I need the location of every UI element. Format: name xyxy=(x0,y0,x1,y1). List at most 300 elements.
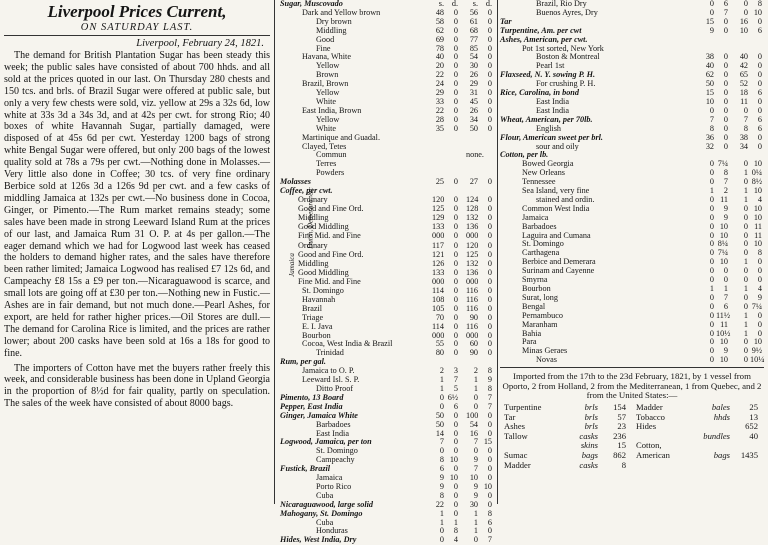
price-value: 1 xyxy=(453,517,458,527)
import-item: American xyxy=(636,449,670,460)
report-paragraph-1: The demand for British Plantation Sugar has been steady this week; the public sales have consisted of about 700 hhds. and all sold at the prices quoted in our last. On Thursday 280 chests and 150 tcs. and brls. of Brazil Sugar were offered at public sale, but only a very few chests were sold, viz. yellow at 29s a 32s 6d, low white at 33s 3d a 34s 3d, and at 42s per cwt. for strong Rio; 40 boxes of white Havannah Sugar, partially damaged, were disposed of at 45s 6d per cwt. Yesterday 1200 bags of strong white Bengal Sugar were offered, but only 200 bags of the lowest quality sold at 78s a 79s per cwt.—Nothing done in Molasses.—Very little also done in Coffee; 30 tcs. of very fine ordinary Berbice sold at 126s 3d a 126s 9d per cwt. and a few casks of middling Jamaica at 132s per cwt.—No business done in Cocoa, Ginger, or Pimento.—The Rum market remains steady; some sales have been made in strong Leeward Island Rum at the prices of our last, and Jamaica Rum 31 O. P. at 4s per gallon.—The eager demand which we had for Logwood last week has ceased the holders to demand higher rates, and the sales have therefore been rather limited; Jamaica Logwood has realised £7 12s 6d, and Campeachy £8 15s a £9 per ton.—Nicaraguawood is scarce, and small lots are going off at £30 per ton.—Nothing new in Fustic.—Ashes are in fair demand, but not much done.—Pearl Ashes, for export, are held for rather higher prices.—Oil Stores are dull.—The demand for Carolina Rice is limited, and the prices are rather lower; about 200 casks have been sold at 16s a 18s for good to fine. xyxy=(4,50,270,359)
price-value: 10 xyxy=(753,239,762,249)
commodity-label: Ditto Proof xyxy=(316,383,354,393)
price-value: 8 xyxy=(757,248,762,258)
price-value: 0 xyxy=(473,446,478,456)
commodity-label: English xyxy=(536,123,562,133)
price-value: 116 xyxy=(466,286,478,295)
price-row xyxy=(280,9,494,18)
price-value: 0 xyxy=(757,70,762,80)
price-value: 11 xyxy=(754,230,762,240)
price-value: 0 xyxy=(453,312,458,322)
price-value: 1 xyxy=(439,383,444,393)
commodity-label: Flour, American sweet per brl. xyxy=(500,132,603,142)
price-value: 0 xyxy=(453,286,458,295)
price-value: 29 xyxy=(435,88,444,98)
commodity-label: Pepper, East India xyxy=(280,401,343,411)
price-value: 30 xyxy=(469,61,478,71)
price-value: 0 xyxy=(453,123,458,133)
price-value: 000 xyxy=(466,277,479,287)
commodity-label: Barbadoes xyxy=(522,221,557,231)
import-item: Cotton, xyxy=(636,440,662,451)
price-value: 14 xyxy=(435,428,444,438)
price-row xyxy=(280,519,494,528)
price-value: 10 xyxy=(719,221,728,231)
price-value: 132 xyxy=(466,259,479,269)
commodity-label: Rum, per gal. xyxy=(280,357,326,367)
price-value: 1 xyxy=(743,284,748,293)
price-value: 62 xyxy=(705,70,714,80)
commodity-label: Brazil, Rio Dry xyxy=(536,0,587,8)
price-value: 2 xyxy=(723,186,728,196)
report-column xyxy=(4,0,270,504)
import-unit: hhds xyxy=(713,411,730,422)
price-value: 61 xyxy=(469,16,478,26)
import-unit: brls xyxy=(584,401,598,412)
price-value: 35 xyxy=(435,123,444,133)
price-value: 0 xyxy=(487,25,492,35)
price-value: 0 xyxy=(487,259,492,269)
price-value: 0 xyxy=(709,301,714,311)
price-value: 4 xyxy=(453,535,458,545)
divider xyxy=(4,35,270,36)
price-value: 90 xyxy=(469,348,478,358)
commodity-label: Bengal xyxy=(522,301,546,311)
commodity-label: Martinique and Guadal. xyxy=(302,132,380,142)
price-value: 0 xyxy=(487,96,492,106)
commodity-label: Ginger, Jamaica White xyxy=(280,410,358,420)
price-value: 0 xyxy=(439,401,444,411)
commodity-label: Pernambuco xyxy=(522,310,563,320)
price-value: 0 xyxy=(743,239,748,249)
price-row xyxy=(280,80,494,89)
price-value: 7 xyxy=(473,464,478,474)
price-value xyxy=(432,160,446,169)
import-unit: bags xyxy=(581,449,598,460)
import-qty: 236 xyxy=(613,430,626,441)
price-value: 0 xyxy=(487,490,492,500)
price-value: 0 xyxy=(743,346,748,356)
price-row xyxy=(280,510,494,519)
commodity-label: Honduras xyxy=(316,526,348,536)
import-qty xyxy=(730,461,764,471)
price-value: 0 xyxy=(487,61,492,71)
price-value: 36 xyxy=(705,132,714,142)
commodity-label: Carthagena xyxy=(522,248,560,258)
price-row xyxy=(280,536,494,545)
commodity-label: Ordinary xyxy=(298,194,328,204)
price-value: 20 xyxy=(435,61,444,71)
price-value: 0 xyxy=(709,248,714,258)
import-item: Ashes xyxy=(504,421,526,432)
price-value: 000 xyxy=(466,230,479,240)
price-value: 6 xyxy=(757,123,762,133)
import-qty: 23 xyxy=(617,421,626,432)
price-row xyxy=(280,438,494,447)
commodity-label: Yellow xyxy=(316,114,340,124)
commodity-label: stained and ordin. xyxy=(536,194,595,204)
import-unit: brls xyxy=(584,421,598,432)
commodity-label: Ashes, American, per cwt. xyxy=(500,34,588,44)
price-value: 0 xyxy=(487,428,492,438)
import-qty: 25 xyxy=(749,401,758,412)
price-value: 68 xyxy=(469,25,478,35)
price-value xyxy=(466,134,480,143)
price-value: 0 xyxy=(757,79,762,89)
price-value: 50 xyxy=(705,79,714,89)
price-value: 10 xyxy=(719,257,728,267)
commodity-label: Campeachy xyxy=(316,455,355,465)
price-value: s. xyxy=(438,0,444,8)
price-value: 0 xyxy=(439,535,444,545)
price-value: 0 xyxy=(453,52,458,62)
price-value: 15 xyxy=(483,437,492,447)
commodity-label: St. Domingo xyxy=(302,286,344,295)
price-value: 0 xyxy=(743,355,748,365)
price-value: 0 xyxy=(723,141,728,151)
price-value: 22 xyxy=(435,499,444,509)
import-row xyxy=(500,432,764,442)
commodity-label: White xyxy=(316,123,337,133)
import-qty: 652 xyxy=(745,421,758,432)
price-value: 0 xyxy=(487,419,492,429)
price-row xyxy=(280,474,494,483)
price-value: 10 xyxy=(719,230,728,240)
import-row xyxy=(500,413,764,423)
price-value xyxy=(446,134,460,143)
price-value: 42 xyxy=(739,61,748,71)
price-value: 0 xyxy=(743,266,748,276)
price-value: 0 xyxy=(757,105,762,115)
price-value: 11 xyxy=(720,194,728,204)
commodity-label: Common West India xyxy=(522,203,590,213)
price-value: 1 xyxy=(439,375,444,385)
price-value: 1 xyxy=(473,517,478,527)
price-value: 0 xyxy=(453,250,458,260)
price-value xyxy=(446,151,460,160)
price-value: 0 xyxy=(453,321,458,331)
price-value: 10 xyxy=(739,25,748,35)
price-value: 7 xyxy=(709,114,714,124)
price-value: 0 xyxy=(487,114,492,124)
import-unit: brls xyxy=(584,411,598,422)
import-unit xyxy=(700,461,730,471)
price-value: 24 xyxy=(435,79,444,89)
price-row xyxy=(280,160,494,169)
commodity-label: Buenos Ayres, Dry xyxy=(536,7,598,17)
price-value: 50 xyxy=(469,123,478,133)
price-value: 132 xyxy=(466,212,479,222)
price-value: 32 xyxy=(705,141,714,151)
commodity-label: Fine xyxy=(316,43,331,53)
price-value: 0 xyxy=(487,34,492,44)
price-row xyxy=(280,376,494,385)
price-row xyxy=(280,36,494,45)
price-value: 0 xyxy=(453,294,458,304)
price-row xyxy=(280,483,494,492)
price-value: 114 xyxy=(432,321,444,331)
price-value: 136 xyxy=(466,221,479,231)
price-value: 0 xyxy=(453,437,458,447)
price-value: 0 xyxy=(487,79,492,89)
group-side-label: Jamaica xyxy=(287,252,296,277)
commodity-label: Brazil, Brown xyxy=(302,79,349,89)
price-value: 0 xyxy=(757,52,762,62)
price-value: 5 xyxy=(453,383,458,393)
price-value: 0 xyxy=(487,268,492,278)
commodity-label: Good Middling xyxy=(298,268,349,278)
price-row xyxy=(280,107,494,116)
commodity-label: Good Middling xyxy=(298,221,349,231)
price-value: 1 xyxy=(743,328,748,338)
import-unit: bags xyxy=(713,449,730,460)
price-value: 40 xyxy=(435,52,444,62)
price-value: 58 xyxy=(435,16,444,26)
commodity-label: Middling xyxy=(298,259,329,269)
price-value: 116 xyxy=(466,294,478,304)
price-value: 0 xyxy=(709,221,714,231)
commodity-label: Mahogany, St. Domingo xyxy=(280,508,363,518)
price-value: 0 xyxy=(709,337,714,347)
price-value: 10 xyxy=(753,203,762,213)
commodity-label: Cuba xyxy=(316,517,334,527)
price-value: 0 xyxy=(743,212,748,222)
commodity-label: Powders xyxy=(316,168,345,178)
price-value: 0 xyxy=(453,259,458,269)
price-value xyxy=(432,143,446,152)
price-value: 0 xyxy=(709,159,714,169)
price-value: 0 xyxy=(487,455,492,465)
price-value: 120 xyxy=(432,194,445,204)
price-value: 7 xyxy=(487,392,492,402)
masthead-title: Liverpool Prices Current, xyxy=(47,2,227,21)
price-row xyxy=(500,356,764,365)
commodity-label: East India, Brown xyxy=(302,105,362,115)
commodity-label: Middling xyxy=(316,25,347,35)
price-value: 10 xyxy=(449,455,458,465)
price-value: 0 xyxy=(453,43,458,53)
commodity-label: Nicaraguawood, large solid xyxy=(280,499,374,509)
masthead-subtitle: ON SATURDAY LAST. xyxy=(80,22,194,33)
price-value: 1 xyxy=(743,257,748,267)
commodity-label: Logwood, Jamaica, per ton xyxy=(280,437,372,447)
price-value: 108 xyxy=(432,294,445,304)
price-value: 11 xyxy=(754,221,762,231)
price-value: 0 xyxy=(453,303,458,313)
price-value: 1 xyxy=(743,186,748,196)
price-value: 0 xyxy=(473,392,478,402)
price-value: 2 xyxy=(439,366,444,376)
price-value: 9 xyxy=(709,25,714,35)
price-value: 0 xyxy=(709,292,714,302)
price-value xyxy=(480,151,494,160)
import-qty: 15 xyxy=(617,440,626,451)
price-value: 9 xyxy=(473,481,478,491)
price-value: 1 xyxy=(439,517,444,527)
commodity-label: Cocoa, West India & Brazil xyxy=(302,339,393,349)
price-value: 1 xyxy=(709,284,714,293)
commodity-label: Middling xyxy=(298,212,329,222)
commodity-label: Yellow xyxy=(316,61,340,71)
commodity-label: Bowed Georgia xyxy=(522,159,574,169)
import-item: Madder xyxy=(636,401,663,412)
price-row xyxy=(280,62,494,71)
price-value: 30 xyxy=(469,499,478,509)
price-value: 9 xyxy=(473,455,478,465)
commodity-label: Para xyxy=(522,337,537,347)
import-qty: 862 xyxy=(613,449,626,460)
price-value: 0 xyxy=(453,203,458,213)
price-value: 0 xyxy=(453,490,458,500)
price-value: 27 xyxy=(469,177,478,187)
price-value: 0 xyxy=(473,535,478,545)
price-value: 50 xyxy=(435,419,444,429)
price-value: 0 xyxy=(709,239,714,249)
price-value: 0 xyxy=(487,123,492,133)
price-value: 6 xyxy=(723,0,728,8)
price-value: 0 xyxy=(487,348,492,358)
price-value: 105 xyxy=(432,303,445,313)
price-value: 0 xyxy=(487,250,492,260)
price-value: 26 xyxy=(469,105,478,115)
price-value: 0 xyxy=(487,339,492,349)
price-value: 0 xyxy=(743,159,748,169)
commodity-label: Havannah xyxy=(302,294,336,304)
price-value: 10 xyxy=(449,473,458,483)
price-value: 0 xyxy=(709,212,714,222)
price-value: 0 xyxy=(723,105,728,115)
price-value: 7 xyxy=(743,114,748,124)
price-value: 7 xyxy=(723,177,728,187)
price-value: 0 xyxy=(487,473,492,483)
price-value: 62 xyxy=(435,25,444,35)
price-row xyxy=(280,340,494,349)
import-unit: bundles xyxy=(703,430,730,441)
price-value xyxy=(702,36,716,45)
commodity-label: Commun xyxy=(316,150,347,160)
price-value: 54 xyxy=(469,419,478,429)
price-value: 0 xyxy=(487,70,492,80)
commodity-label: Dry brown xyxy=(316,16,352,26)
commodity-label: Turpentine, Am. per cwt xyxy=(500,25,582,35)
commodity-label: Good and Fine Ord. xyxy=(298,250,364,260)
price-value: 0 xyxy=(723,266,728,276)
import-item: Tobacco xyxy=(636,411,665,422)
price-value: 4 xyxy=(757,284,762,293)
price-value: 0 xyxy=(709,310,714,320)
price-value: 0 xyxy=(743,292,748,302)
price-value: 0 xyxy=(487,312,492,322)
commodity-label: Trinidad xyxy=(316,348,344,358)
price-value: 000 xyxy=(466,330,479,340)
commodity-label: Minas Geraes xyxy=(522,346,568,356)
price-value: 0 xyxy=(743,7,748,17)
price-value: 0 xyxy=(723,96,728,106)
price-row xyxy=(280,116,494,125)
price-value: 11½ xyxy=(716,310,731,320)
price-value: 0 xyxy=(743,105,748,115)
price-value: 0 xyxy=(453,277,458,287)
commodity-label: Surat, long xyxy=(522,292,558,302)
price-value: 0 xyxy=(453,464,458,474)
price-value: 1 xyxy=(473,383,478,393)
price-value: 121 xyxy=(432,250,445,260)
price-value: 9½ xyxy=(751,346,762,356)
commodity-label: Fine Mid. and Fine xyxy=(298,277,361,287)
price-value: 1 xyxy=(473,375,478,385)
price-value: 0 xyxy=(453,221,458,231)
price-value: 0 xyxy=(709,275,714,285)
price-value: 0 xyxy=(757,328,762,338)
price-row xyxy=(280,143,494,152)
price-value: 133 xyxy=(432,268,445,278)
price-value: 000 xyxy=(432,230,445,240)
commodity-label: East India xyxy=(536,105,569,115)
commodity-label: Fustick, Brazil xyxy=(280,464,331,474)
price-value: 31 xyxy=(469,88,478,98)
commodity-label: sour and oily xyxy=(536,141,579,151)
commodity-label: Pearl 1st xyxy=(536,61,565,71)
price-value: 10¼ xyxy=(750,355,765,365)
commodity-label: Wheat, American, per 70lb. xyxy=(500,114,593,124)
price-value: 0 xyxy=(709,257,714,267)
price-value: 10 xyxy=(483,481,492,491)
price-value: 000 xyxy=(432,277,445,287)
price-value xyxy=(446,143,460,152)
price-value: 56 xyxy=(469,7,478,17)
price-value: 0 xyxy=(757,132,762,142)
price-value: 8 xyxy=(487,508,492,518)
commodity-label: Jamaica xyxy=(522,212,549,222)
price-value: 7 xyxy=(723,7,728,17)
price-value: 10 xyxy=(469,473,478,483)
price-value: 8 xyxy=(453,526,458,536)
commodity-label: Tennessee xyxy=(522,177,556,187)
price-value: 15 xyxy=(705,88,714,98)
dateline: Liverpool, February 24, 1821. xyxy=(136,38,264,49)
import-item: Turpentine xyxy=(504,401,542,412)
price-row xyxy=(294,232,494,241)
price-value: 000 xyxy=(432,330,445,340)
price-value: 0 xyxy=(487,194,492,204)
price-value: 0 xyxy=(453,114,458,124)
price-value: 0 xyxy=(453,268,458,278)
price-value: 7 xyxy=(487,535,492,545)
price-value: 126 xyxy=(432,259,445,269)
imports-title: Imported from the 17th to the 23d February, 1821, by 1 vessel from Oporto, 2 from Holland, 2 from the Mediterranean, 1 from Quebec, and 2 from the United States:— xyxy=(502,371,762,401)
price-value: 6½ xyxy=(447,392,458,402)
commodity-label: Maranham xyxy=(522,319,558,329)
price-value: 8 xyxy=(439,490,444,500)
price-value: 1 xyxy=(473,508,478,518)
price-value: 8 xyxy=(439,455,444,465)
price-value: 26 xyxy=(469,70,478,80)
import-item: Tallow xyxy=(504,430,528,441)
price-value xyxy=(480,134,494,143)
price-value: 65 xyxy=(739,70,748,80)
price-value: 16 xyxy=(469,428,478,438)
price-value: 54 xyxy=(469,52,478,62)
commodity-label: E. I. Java xyxy=(302,321,333,331)
commodity-label: Jamaica to O. P. xyxy=(302,366,355,376)
price-value xyxy=(480,160,494,169)
commodity-label: East India xyxy=(316,428,349,438)
price-value: 7¼ xyxy=(717,159,728,169)
price-row xyxy=(280,18,494,27)
price-list-right xyxy=(500,0,764,504)
price-value: 114 xyxy=(432,286,444,295)
price-value: 8 xyxy=(723,168,728,178)
